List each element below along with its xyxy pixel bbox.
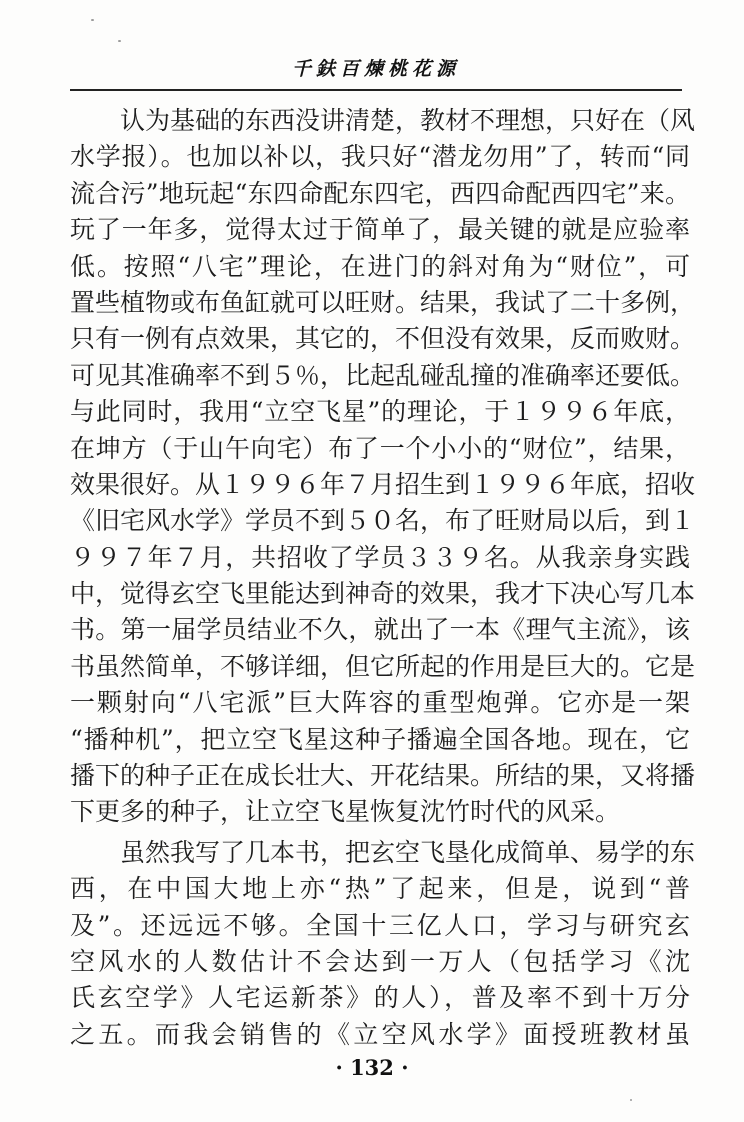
body-text [70,103,696,1053]
text-line: 与此同时，我用“立空飞星”的理论，于１９９６年底， [70,397,690,427]
text-line: 流合污”地玩起“东四命配东四宅，西四命配西四宅”来。 [70,178,690,208]
text-line: ９９７年７月，共招收了学员３３９名。从我亲身实践 [70,542,690,572]
paragraph-1 [70,103,696,831]
text-line: 水学报）。也加以补以，我只好“潜龙勿用”了，转而“同 [70,142,690,172]
text-line: 可见其准确率不到５％，比起乱碰乱撞的准确率还要低。 [70,360,696,390]
paragraph-2 [70,835,696,1053]
text-line: 只有一例有点效果，其它的，不但没有效果，反而败财。 [70,324,696,354]
header-rule [70,89,682,91]
text-line: 在坤方（于山午向宅）布了一个小小的“财位”，结果， [70,433,690,463]
text-line: 书。第一届学员结业不久，就出了一本《理气主流》，该 [70,615,690,645]
text-line: 西，在中国大地上亦“热”了起来，但是，说到“普 [70,874,690,904]
text-line: 低。按照“八宅”理论，在进门的斜对角为“财位”，可 [70,251,690,281]
text-line: 虽然我写了几本书，把玄空飞垦化成简单、易学的东 [120,837,696,867]
text-line: 播下的种子正在成长壮大、开花结果。所结的果，又将播 [70,761,696,791]
text-line: 书虽然简单，不够详细，但它所起的作用是巨大的。它是 [70,651,696,681]
text-line: 玩了一年多，觉得太过于简单了，最关键的就是应验率 [70,215,690,245]
text-line: 中，觉得玄空飞里能达到神奇的效果，我才下决心写几本 [70,579,696,609]
scan-speck [630,1099,632,1101]
text-line: 空风水的人数估计不会达到一万人（包括学习《沈 [70,946,690,976]
text-line: 之五。而我会销售的《立空风水学》面授班教材虽 [70,1019,690,1049]
text-line: 及”。还远远不够。全国十三亿人口，学习与研究玄 [70,910,690,940]
page-number: · 132 · [335,1055,409,1080]
text-line: 氏玄空学》人宅运新茶》的人），普及率不到十万分 [70,983,690,1013]
scan-speck [91,19,94,21]
text-line: 下更多的种子，让立空飞星恢复沈竹时代的风采。 [70,797,621,827]
text-line: “播种机”，把立空飞星这种子播遍全国各地。现在，它 [70,724,690,754]
text-line: 一颗射向“八宅派”巨大阵容的重型炮弹。它亦是一架 [70,688,690,718]
text-line: 效果很好。从１９９６年７月招生到１９９６年底，招收 [70,469,696,499]
text-line: 认为基础的东西没讲清楚，教材不理想，只好在（风 [120,106,696,135]
text-line: 置些植物或布鱼缸就可以旺财。结果，我试了二十多例， [70,287,696,317]
running-header: 千鈇百煉桃花源 [291,58,460,80]
text-line: 《旧宅风水学》学员不到５０名，布了旺财局以后，到１ [70,506,696,536]
scan-speck [118,40,121,42]
